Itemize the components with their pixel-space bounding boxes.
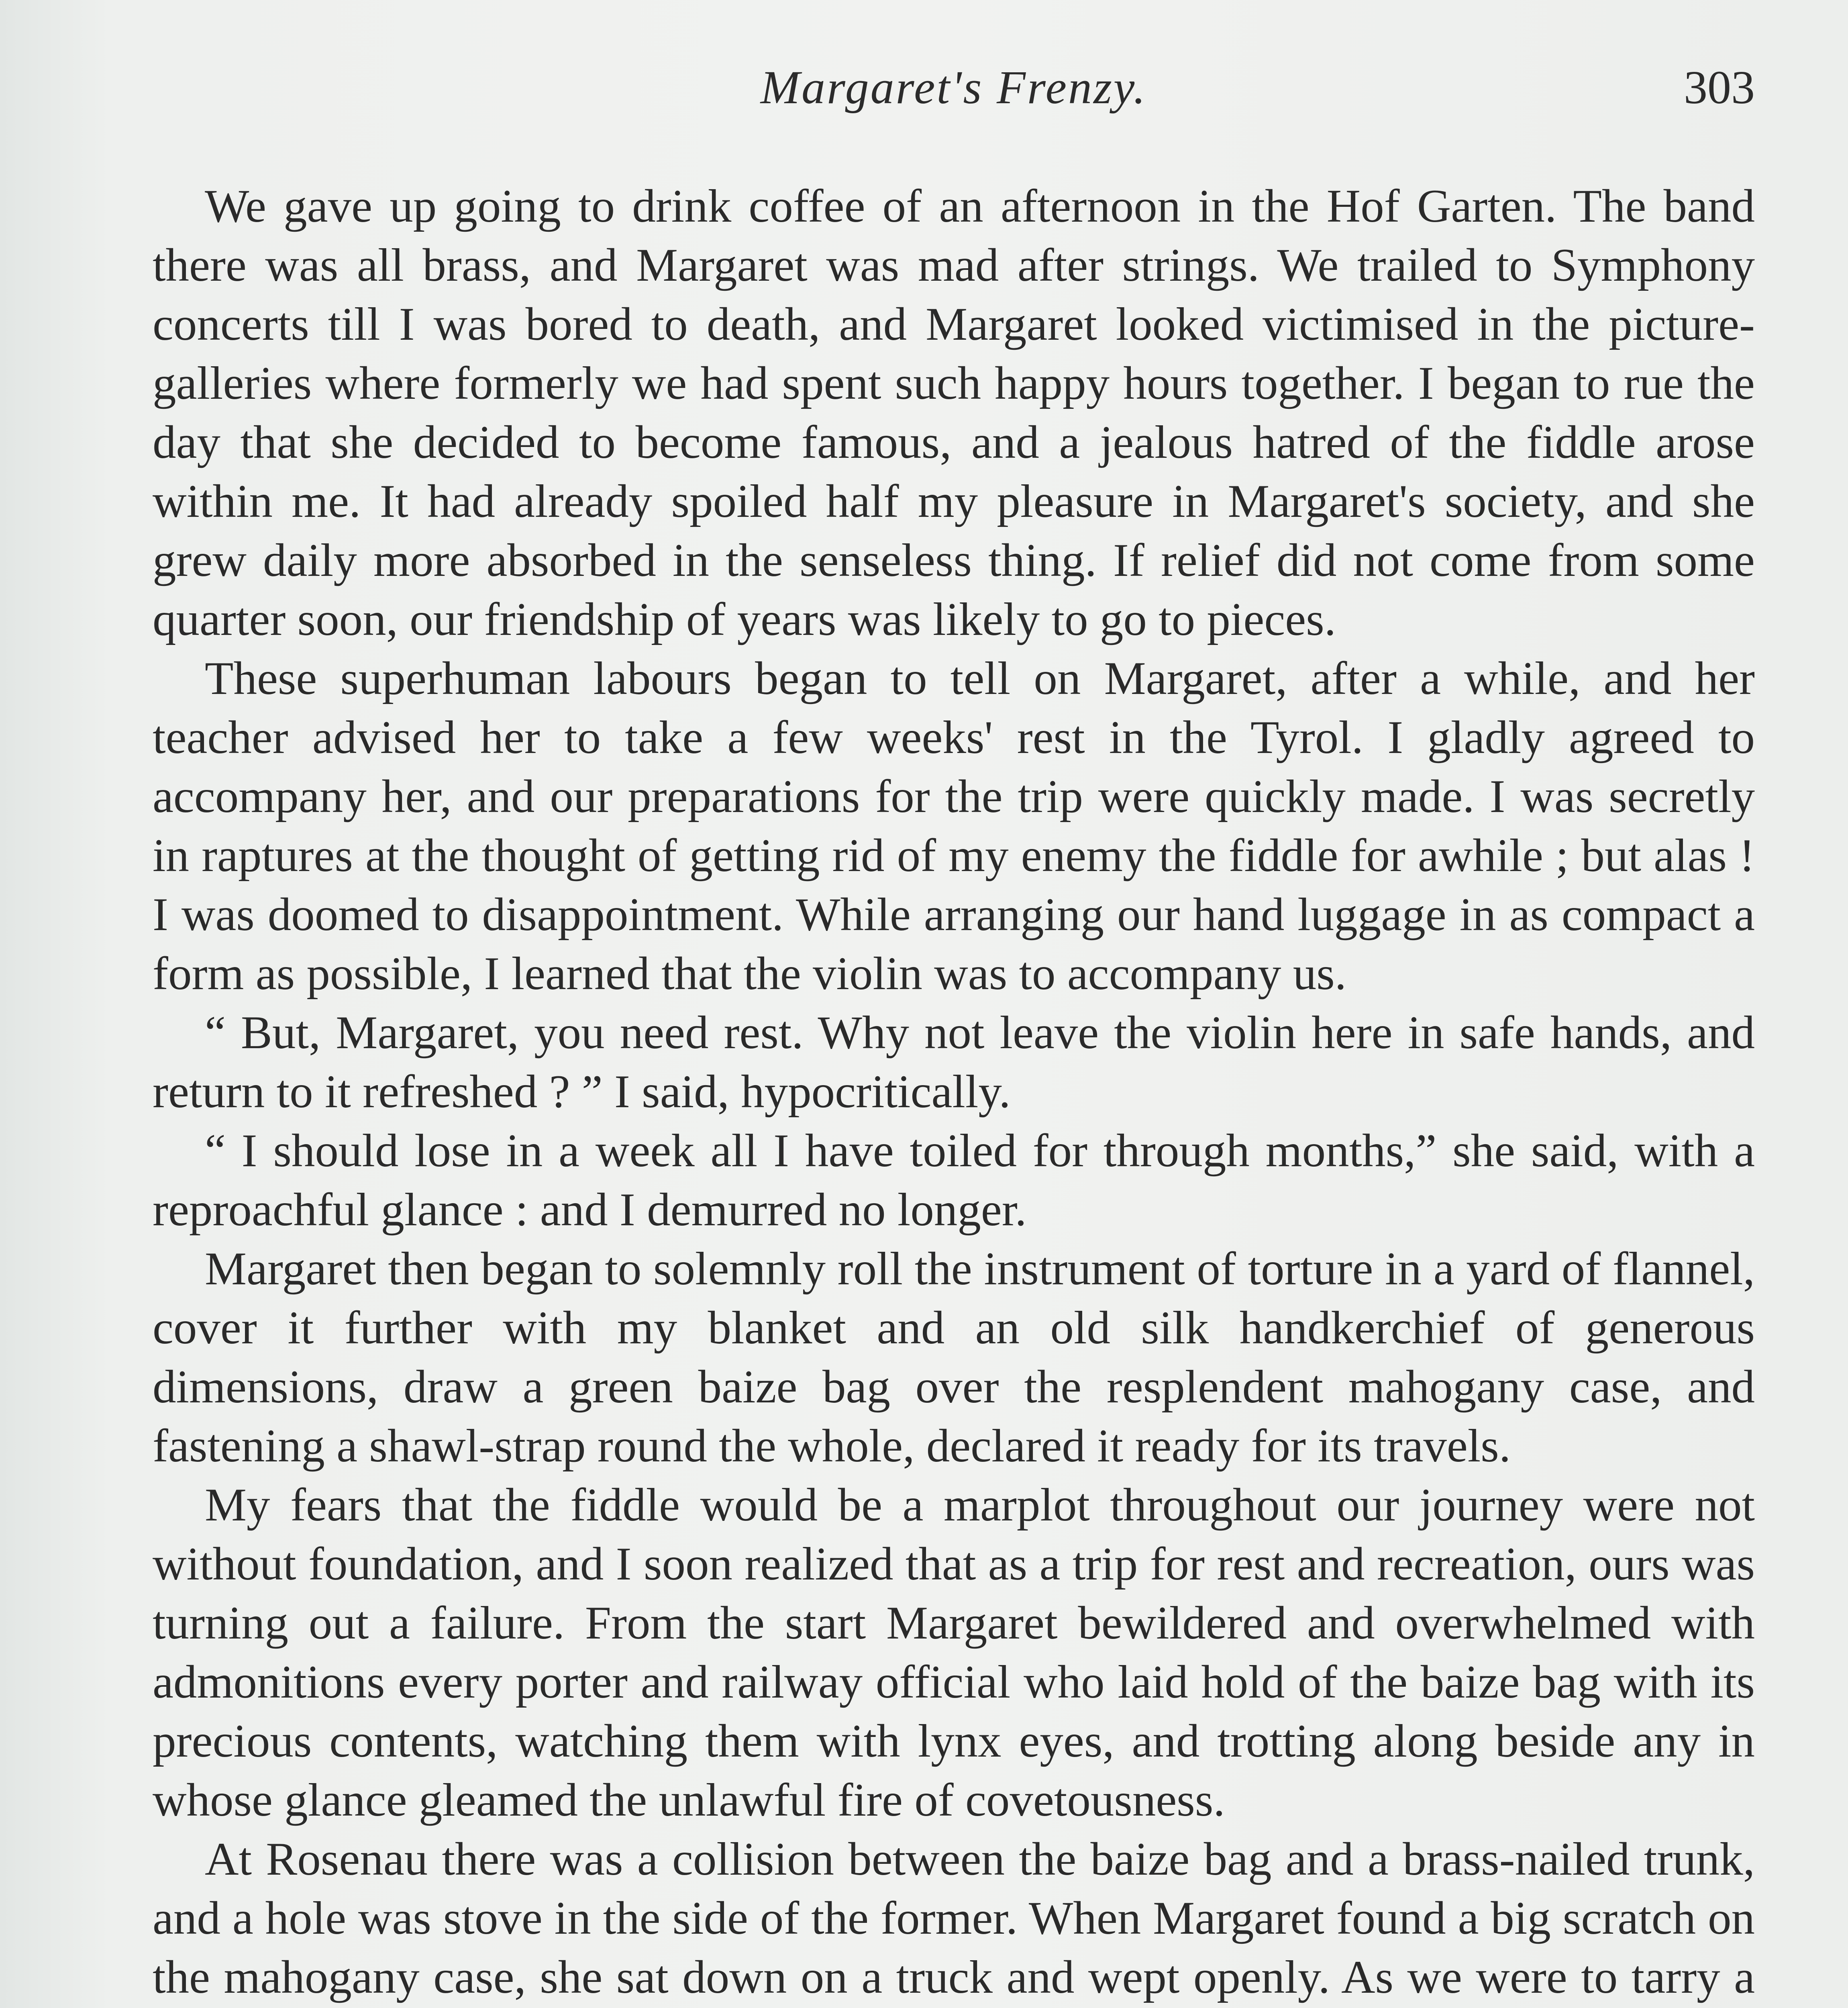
paragraph-7: At Rosenau there was a collision between the baize bag and a brass-nailed trunk, and a hole was stove in the side of the former. When Margaret found a big scratch on the mahogany case, she sat down on a truck and wept openly. As we were to tarry a [153,1833,1755,2003]
paragraph-3: “ But, Margaret, you need rest. Why not leave the violin here in safe hands, and return to it refreshed ? ” I said, hypocritically. [153,1007,1755,1118]
paragraph-4: “ I should lose in a week all I have toiled for through months,” she said, with a reproachful glance : and I demurred no longer. [153,1125,1755,1236]
running-title: Margaret's Frenzy. [760,61,1147,114]
paragraph-2: These superhuman labours began to tell on Margaret, after a while, and her teacher advised her to take a few weeks' rest in the Tyrol. I gladly agreed to accompany her, and our preparations for the trip were quickly made. I was secretly in raptures at the thought of getting rid of my enemy the fiddle for awhile ; but alas ! I was doomed to disappointment. While arranging our hand luggage in as compact a form as possible, I learned that the violin was to accompany us. [153,653,1755,1000]
paragraph-5: Margaret then began to solemnly roll the instrument of torture in a yard of flannel, cover it further with my blanket and an old silk handkerchief of generous dimensions, draw a green baize bag over the resplendent mahogany case, and fastening a shawl-strap round the whole, declared it ready for its travels. [153,1243,1755,1472]
page-number: 303 [1684,61,1755,114]
paragraph-6: My fears that the fiddle would be a marplot throughout our journey were not without foundation, and I soon realized that as a trip for rest and recreation, ours was turning out a failure. From the start Margaret bewildered and overwhelmed with admonitions every porter and railway official who laid hold of the baize bag with its precious contents, watching them with lynx eyes, and trotting along beside any in whose glance gleamed the unlawful fire of covetousness. [153,1479,1755,1826]
page-header [153,60,1755,124]
paragraph-1: We gave up going to drink coffee of an afternoon in the Hof Garten. The band there was all brass, and Margaret was mad after strings. We trailed to Symphony concerts till I was bored to death, and Margaret looked victimised in the picture-galleries where formerly we had spent such happy hours together. I began to rue the day that she decided to become famous, and a jealous hatred of the fiddle arose within me. It had already spoiled half my pleasure in Margaret's society, and she grew daily more absorbed in the senseless thing. If relief did not come from some quarter soon, our friendship of years was likely to go to pieces. [153,180,1755,645]
body-text [153,177,1755,2008]
